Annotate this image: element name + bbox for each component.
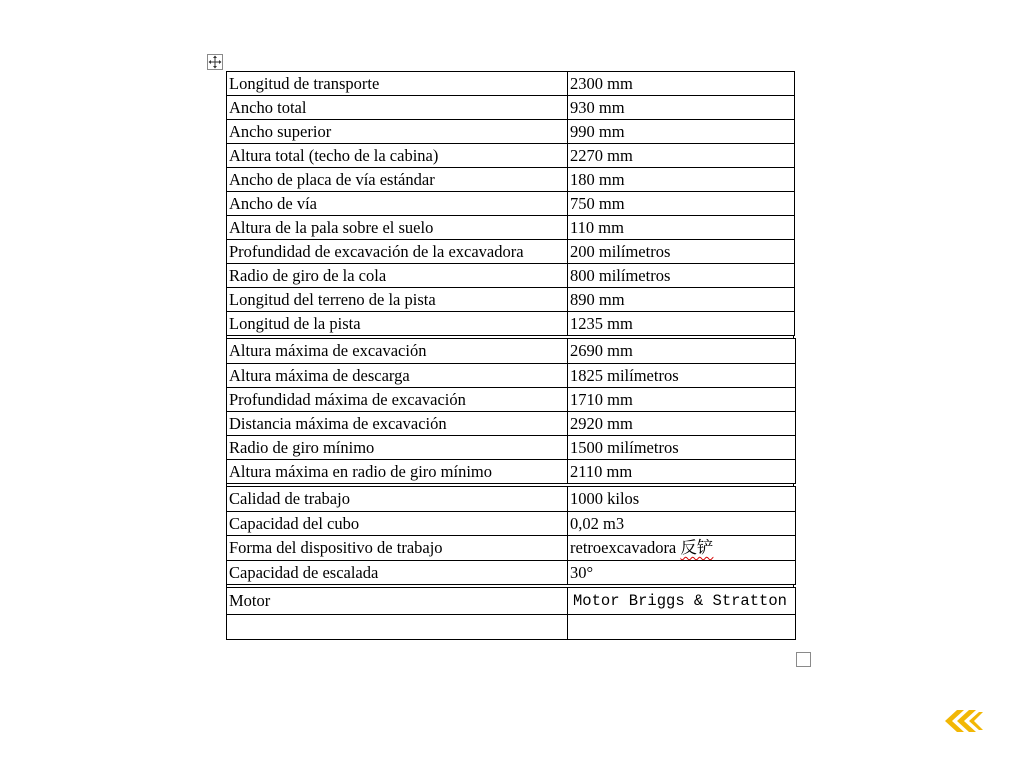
table-row (227, 512, 795, 536)
row-value[interactable]: 2920 mm (570, 414, 633, 433)
row-value[interactable]: Motor Briggs & Stratton (573, 592, 787, 610)
row-label[interactable]: Longitud de la pista (227, 312, 568, 335)
spec-table (226, 71, 794, 640)
row-value[interactable]: 800 milímetros (570, 266, 671, 285)
row-value[interactable]: 0,02 m3 (570, 514, 625, 533)
row-value[interactable]: 2690 mm (570, 341, 633, 360)
table-row (227, 144, 794, 168)
table-row (227, 72, 794, 96)
row-label[interactable]: Radio de giro de la cola (227, 264, 568, 287)
row-label[interactable]: Longitud del terreno de la pista (227, 288, 568, 311)
row-value[interactable]: 2300 mm (570, 74, 633, 93)
row-value[interactable]: 930 mm (570, 98, 625, 117)
row-label[interactable]: Ancho de vía (227, 192, 568, 215)
table-row (227, 615, 795, 639)
table-row (227, 216, 794, 240)
table-row (227, 487, 795, 512)
table-row (227, 364, 795, 388)
table-row (227, 436, 795, 460)
table-group-motor (226, 587, 796, 640)
row-value[interactable]: 200 milímetros (570, 242, 671, 261)
double-chevron-left-logo-icon (943, 708, 985, 734)
row-label[interactable]: Calidad de trabajo (227, 487, 568, 511)
row-label[interactable]: Ancho superior (227, 120, 568, 143)
table-row (227, 192, 794, 216)
table-row (227, 412, 795, 436)
table-row (227, 312, 794, 336)
row-label[interactable]: Altura máxima en radio de giro mínimo (227, 460, 568, 483)
row-label[interactable]: Capacidad de escalada (227, 561, 568, 584)
table-row (227, 264, 794, 288)
row-label[interactable]: Radio de giro mínimo (227, 436, 568, 459)
row-label[interactable]: Altura máxima de excavación (227, 339, 568, 363)
row-value[interactable]: 890 mm (570, 290, 625, 309)
row-label[interactable]: Distancia máxima de excavación (227, 412, 568, 435)
table-row (227, 168, 794, 192)
row-label[interactable]: Altura total (techo de la cabina) (227, 144, 568, 167)
table-row (227, 588, 795, 615)
row-label[interactable] (227, 615, 568, 639)
row-label[interactable]: Profundidad de excavación de la excavadora (227, 240, 568, 263)
row-value[interactable]: 110 mm (570, 218, 624, 237)
table-group-dimensions (226, 71, 795, 336)
table-group-excavation (226, 338, 796, 484)
row-value[interactable] (568, 615, 795, 639)
table-row (227, 561, 795, 585)
row-value[interactable]: 2270 mm (570, 146, 633, 165)
table-row (227, 288, 794, 312)
row-value[interactable] (568, 536, 795, 560)
row-label[interactable]: Ancho de placa de vía estándar (227, 168, 568, 191)
table-move-handle-icon[interactable] (207, 54, 223, 70)
table-row (227, 388, 795, 412)
row-value[interactable]: 1235 mm (570, 314, 633, 333)
table-group-work (226, 486, 796, 585)
table-row (227, 120, 794, 144)
row-value[interactable]: 1710 mm (570, 390, 633, 409)
row-label[interactable]: Ancho total (227, 96, 568, 119)
row-value[interactable]: 750 mm (570, 194, 625, 213)
row-label[interactable]: Capacidad del cubo (227, 512, 568, 535)
row-value[interactable]: 1000 kilos (570, 489, 640, 508)
row-value[interactable]: 2110 mm (570, 462, 633, 481)
row-label[interactable]: Altura de la pala sobre el suelo (227, 216, 568, 239)
row-value[interactable]: 180 mm (570, 170, 625, 189)
row-label[interactable]: Altura máxima de descarga (227, 364, 568, 387)
row-value[interactable]: 30° (570, 563, 594, 582)
row-value[interactable]: 990 mm (570, 122, 625, 141)
table-row (227, 240, 794, 264)
table-row (227, 96, 794, 120)
value-text: retroexcavadora (570, 538, 677, 557)
row-label[interactable]: Profundidad máxima de excavación (227, 388, 568, 411)
spellcheck-flagged-text: 反铲 (680, 538, 714, 557)
table-row (227, 339, 795, 364)
row-value[interactable]: 1500 milímetros (570, 438, 679, 457)
table-row (227, 536, 795, 561)
row-value[interactable]: 1825 milímetros (570, 366, 679, 385)
row-label[interactable]: Motor (227, 588, 568, 614)
row-label[interactable]: Forma del dispositivo de trabajo (227, 536, 568, 560)
table-row (227, 460, 795, 484)
row-label[interactable]: Longitud de transporte (227, 72, 568, 95)
table-resize-handle-icon[interactable] (796, 652, 811, 667)
